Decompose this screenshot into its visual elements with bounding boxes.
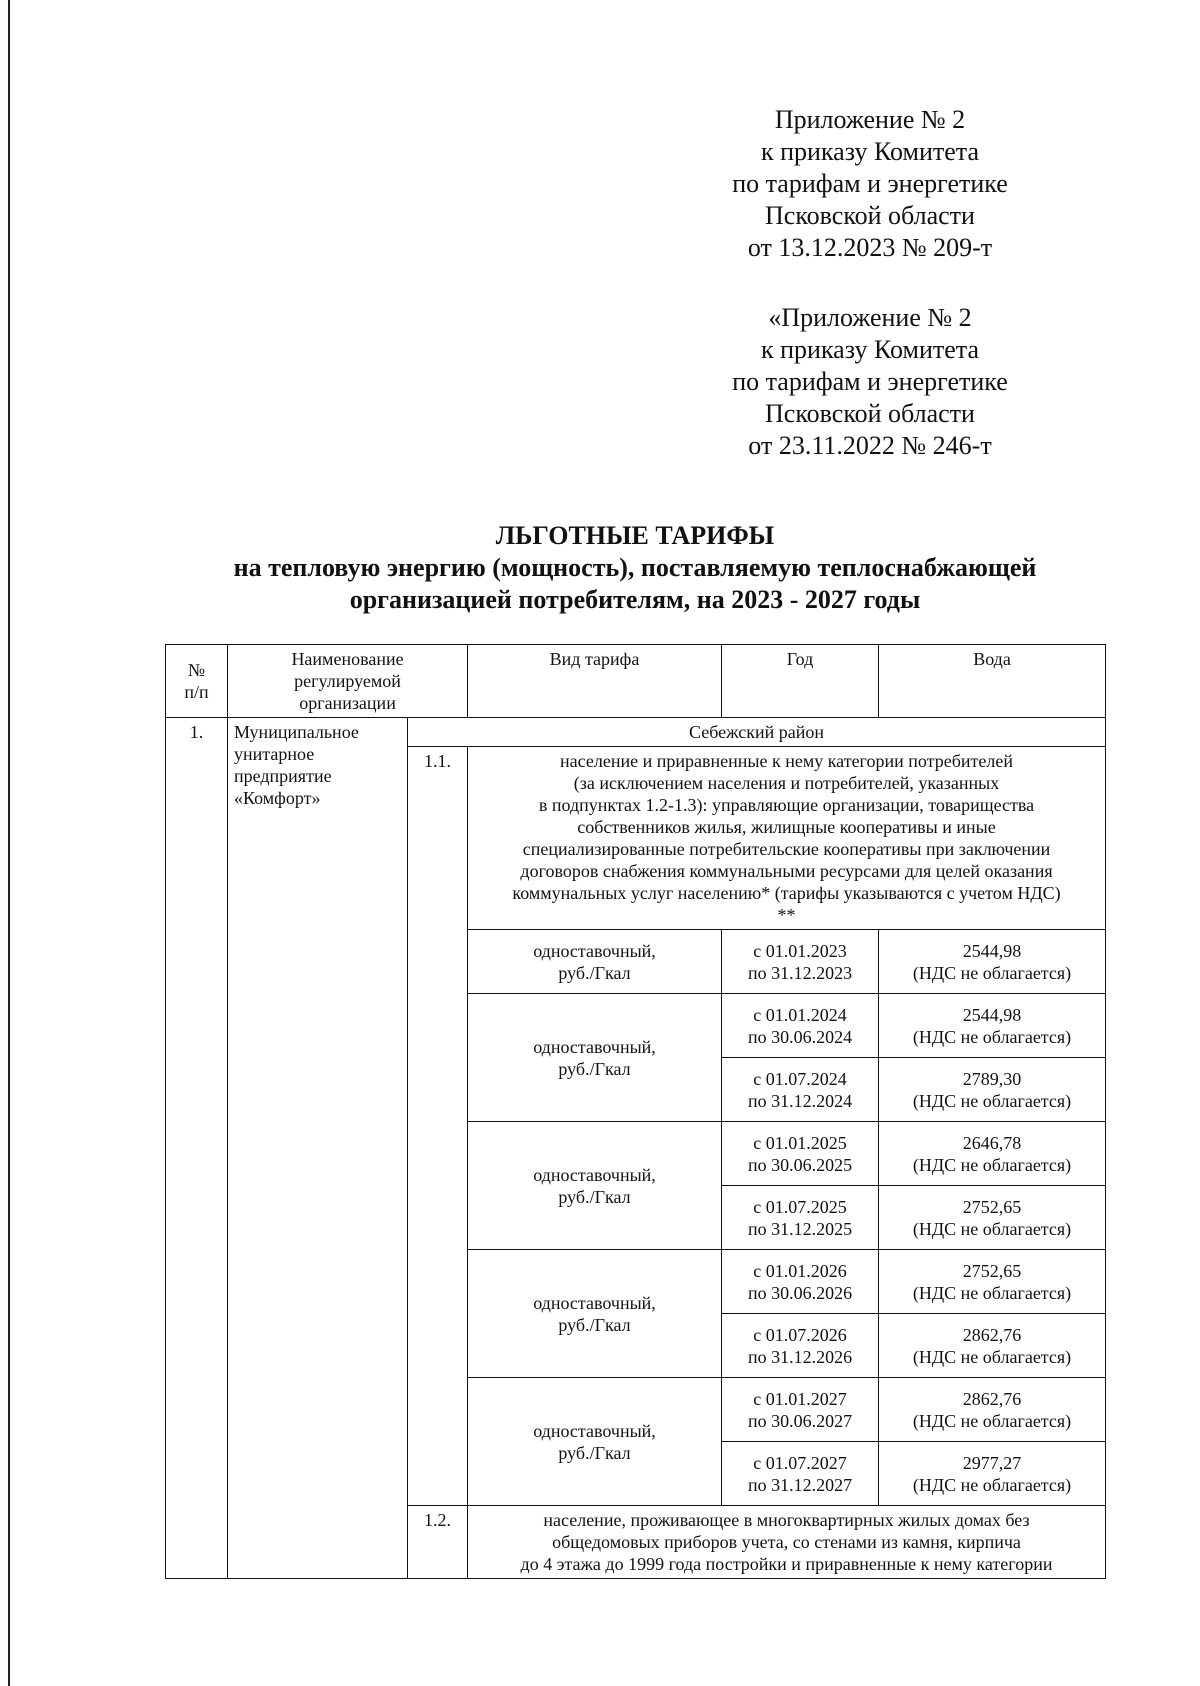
period-cell: с 01.07.2024 по 31.12.2024 — [722, 1058, 879, 1122]
header-num: № п/п — [166, 645, 228, 718]
value-cell: 2977,27 (НДС не облагается) — [879, 1442, 1106, 1506]
tariff-type-cell: одноставочный, руб./Гкал — [468, 930, 722, 994]
appendix-header-previous — [690, 302, 1050, 462]
appendix-line: по тарифам и энергетике — [732, 169, 1008, 198]
title-line-1: ЛЬГОТНЫЕ ТАРИФЫ — [495, 521, 775, 550]
appendix-line: по тарифам и энергетике — [732, 367, 1008, 396]
tariff-table — [165, 644, 1106, 1579]
period-cell: с 01.07.2027 по 31.12.2027 — [722, 1442, 879, 1506]
period-cell: с 01.01.2024 по 30.06.2024 — [722, 994, 879, 1058]
appendix-line: Псковской области — [765, 399, 975, 428]
tariff-type-cell: одноставочный, руб./Гкал — [468, 1378, 722, 1506]
period-cell: с 01.07.2025 по 31.12.2025 — [722, 1186, 879, 1250]
value-cell: 2789,30 (НДС не облагается) — [879, 1058, 1106, 1122]
subsection-description: население, проживающее в многоквартирных жилых домах без общедомовых приборов учета, со стенами из камня, кирпича до 4 этажа до 1999 года постройки и приравненные к нему категории — [468, 1506, 1106, 1579]
appendix-line: к приказу Комитета — [760, 335, 979, 364]
title-line-2: на тепловую энергию (мощность), поставляемую теплоснабжающей — [233, 553, 1037, 582]
subsection-number: 1.1. — [408, 747, 468, 1506]
header-tariff-type: Вид тарифа — [468, 645, 722, 718]
tariff-type-cell: одноставочный, руб./Гкал — [468, 1250, 722, 1378]
document-title — [150, 520, 1120, 616]
value-cell: 2752,65 (НДС не облагается) — [879, 1250, 1106, 1314]
appendix-line: к приказу Комитета — [760, 137, 979, 166]
period-cell: с 01.07.2026 по 31.12.2026 — [722, 1314, 879, 1378]
subsection-number: 1.2. — [408, 1506, 468, 1579]
organization-name: Муниципальное унитарное предприятие «Комфорт» — [228, 718, 408, 1579]
title-line-3: организацией потребителям, на 2023 - 2027 годы — [349, 585, 921, 614]
header-organization: Наименование регулируемой организации — [228, 645, 468, 718]
header-water: Вода — [879, 645, 1106, 718]
value-cell: 2862,76 (НДС не облагается) — [879, 1378, 1106, 1442]
appendix-line: Псковской области — [765, 201, 975, 230]
appendix-line: Приложение № 2 — [774, 105, 966, 134]
header-year: Год — [722, 645, 879, 718]
district-name: Себежский район — [408, 718, 1106, 747]
table-header-row — [166, 645, 1106, 718]
period-cell: с 01.01.2026 по 30.06.2026 — [722, 1250, 879, 1314]
value-cell: 2646,78 (НДС не облагается) — [879, 1122, 1106, 1186]
tariff-type-cell: одноставочный, руб./Гкал — [468, 1122, 722, 1250]
value-cell: 2544,98 (НДС не облагается) — [879, 994, 1106, 1058]
appendix-header-current — [690, 104, 1050, 264]
period-cell: с 01.01.2027 по 30.06.2027 — [722, 1378, 879, 1442]
appendix-line: от 13.12.2023 № 209-т — [747, 233, 993, 262]
appendix-line: от 23.11.2022 № 246-т — [748, 431, 992, 460]
period-cell: с 01.01.2025 по 30.06.2025 — [722, 1122, 879, 1186]
row-number: 1. — [166, 718, 228, 1579]
appendix-line: «Приложение № 2 — [768, 303, 972, 332]
value-cell: 2862,76 (НДС не облагается) — [879, 1314, 1106, 1378]
subsection-description: население и приравненные к нему категории потребителей (за исключением населения и потребителей, указанных в подпунктах 1.2-1.3): управляющие организации, товарищества собственников жилья, жилищные кооперативы и иные специализированные потребительские кооперативы при заключении договоров снабжения коммунальными ресурсами для целей оказания коммунальных услуг населению* (тарифы указываются с учетом НДС) ** — [468, 747, 1106, 930]
period-cell: с 01.01.2023 по 31.12.2023 — [722, 930, 879, 994]
value-cell: 2752,65 (НДС не облагается) — [879, 1186, 1106, 1250]
tariff-type-cell: одноставочный, руб./Гкал — [468, 994, 722, 1122]
scan-edge-line — [8, 0, 10, 1686]
value-cell: 2544,98 (НДС не облагается) — [879, 930, 1106, 994]
table-row — [166, 718, 1106, 747]
